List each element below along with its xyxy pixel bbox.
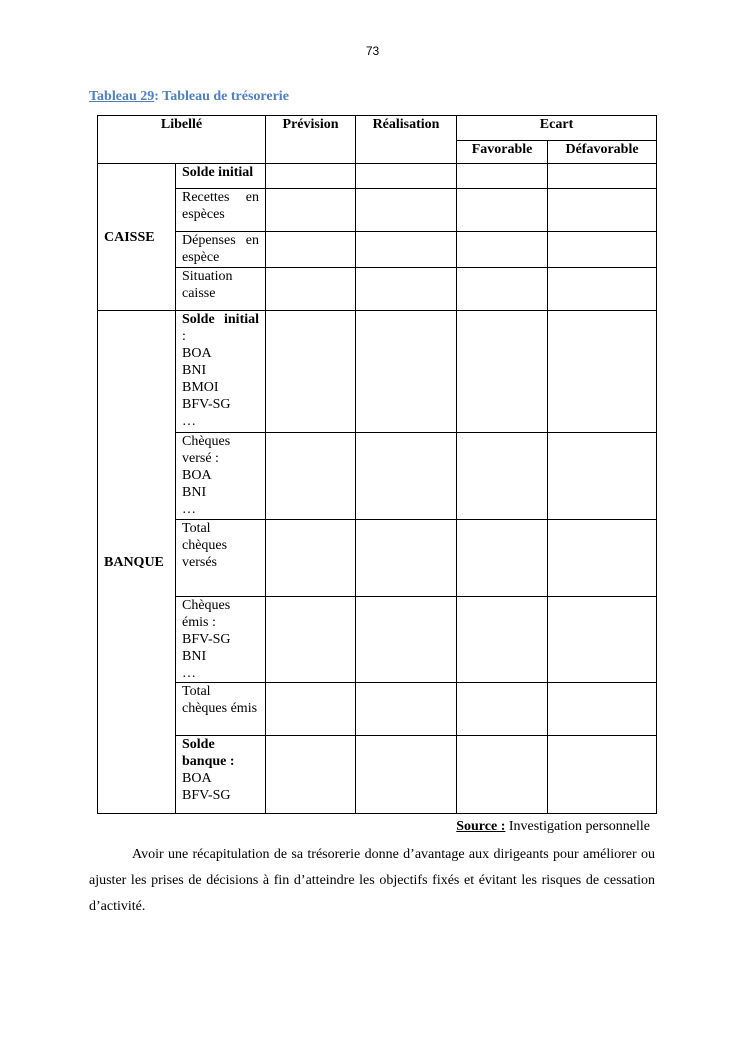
bank-item: … [182, 502, 196, 517]
table-row [98, 520, 657, 597]
bank-item: … [182, 414, 196, 429]
table-row [98, 311, 657, 433]
row-title: Solde initial [182, 312, 260, 327]
header-realisation: Réalisation [356, 116, 457, 164]
row-label-cheques-verses [176, 433, 266, 520]
caption-label: Tableau 29 [89, 89, 155, 104]
row-label: Total chèques versés [176, 520, 266, 597]
treasury-table [97, 115, 657, 814]
group-caisse: CAISSE [98, 164, 176, 311]
row-title: Chèques versé : [182, 434, 231, 466]
bank-item: BNI [182, 485, 207, 500]
bank-item: BFV-SG [182, 632, 231, 647]
bank-item: BFV-SG [182, 397, 231, 412]
page-number: 73 [365, 44, 380, 58]
table-row [98, 736, 657, 814]
row-label: Recettes en espèces [176, 189, 266, 232]
body-paragraph [89, 842, 655, 920]
row-label-cheques-emis [176, 597, 266, 683]
paragraph-text: Avoir une récapitulation de sa trésorerie donne d’avantage aux dirigeants pour améliorer ou ajuster les prises de décisions à fin d’atteindre les objectifs fixés et évitant les risques de cessation d’activité. [89, 847, 655, 914]
table-row [98, 232, 657, 268]
header-favorable: Favorable [457, 141, 548, 164]
row-label: Solde initial [176, 164, 266, 189]
row-label: Total chèques émis [176, 683, 266, 736]
table-row [98, 189, 657, 232]
row-title: Solde banque : [182, 737, 235, 769]
row-label-solde-initial [176, 311, 266, 433]
table-row [98, 683, 657, 736]
header-libelle: Libellé [98, 116, 266, 164]
header-prevision: Prévision [266, 116, 356, 164]
row-suffix: : [182, 329, 186, 344]
bank-item: BOA [182, 468, 212, 483]
row-label: Dépenses en espèce [176, 232, 266, 268]
table-row [98, 597, 657, 683]
table-source [456, 819, 650, 835]
bank-item: … [182, 666, 196, 681]
header-ecart: Ecart [457, 116, 657, 141]
caption-title: : Tableau de trésorerie [154, 89, 289, 104]
source-label: Source : [456, 819, 506, 834]
table-row [98, 433, 657, 520]
table-row [98, 164, 657, 189]
header-defavorable: Défavorable [548, 141, 657, 164]
bank-item: BNI [182, 363, 207, 378]
source-text: Investigation personnelle [505, 819, 650, 834]
bank-item: BFV-SG [182, 788, 231, 803]
row-label: Situation caisse [176, 268, 266, 311]
row-label-solde-banque [176, 736, 266, 814]
bank-item: BOA [182, 346, 212, 361]
table-caption [89, 89, 289, 105]
bank-item: BNI [182, 649, 207, 664]
bank-item: BOA [182, 771, 212, 786]
row-title: Chèques émis : [182, 598, 231, 630]
bank-item: BMOI [182, 380, 219, 395]
table-row [98, 268, 657, 311]
group-banque: BANQUE [98, 311, 176, 814]
